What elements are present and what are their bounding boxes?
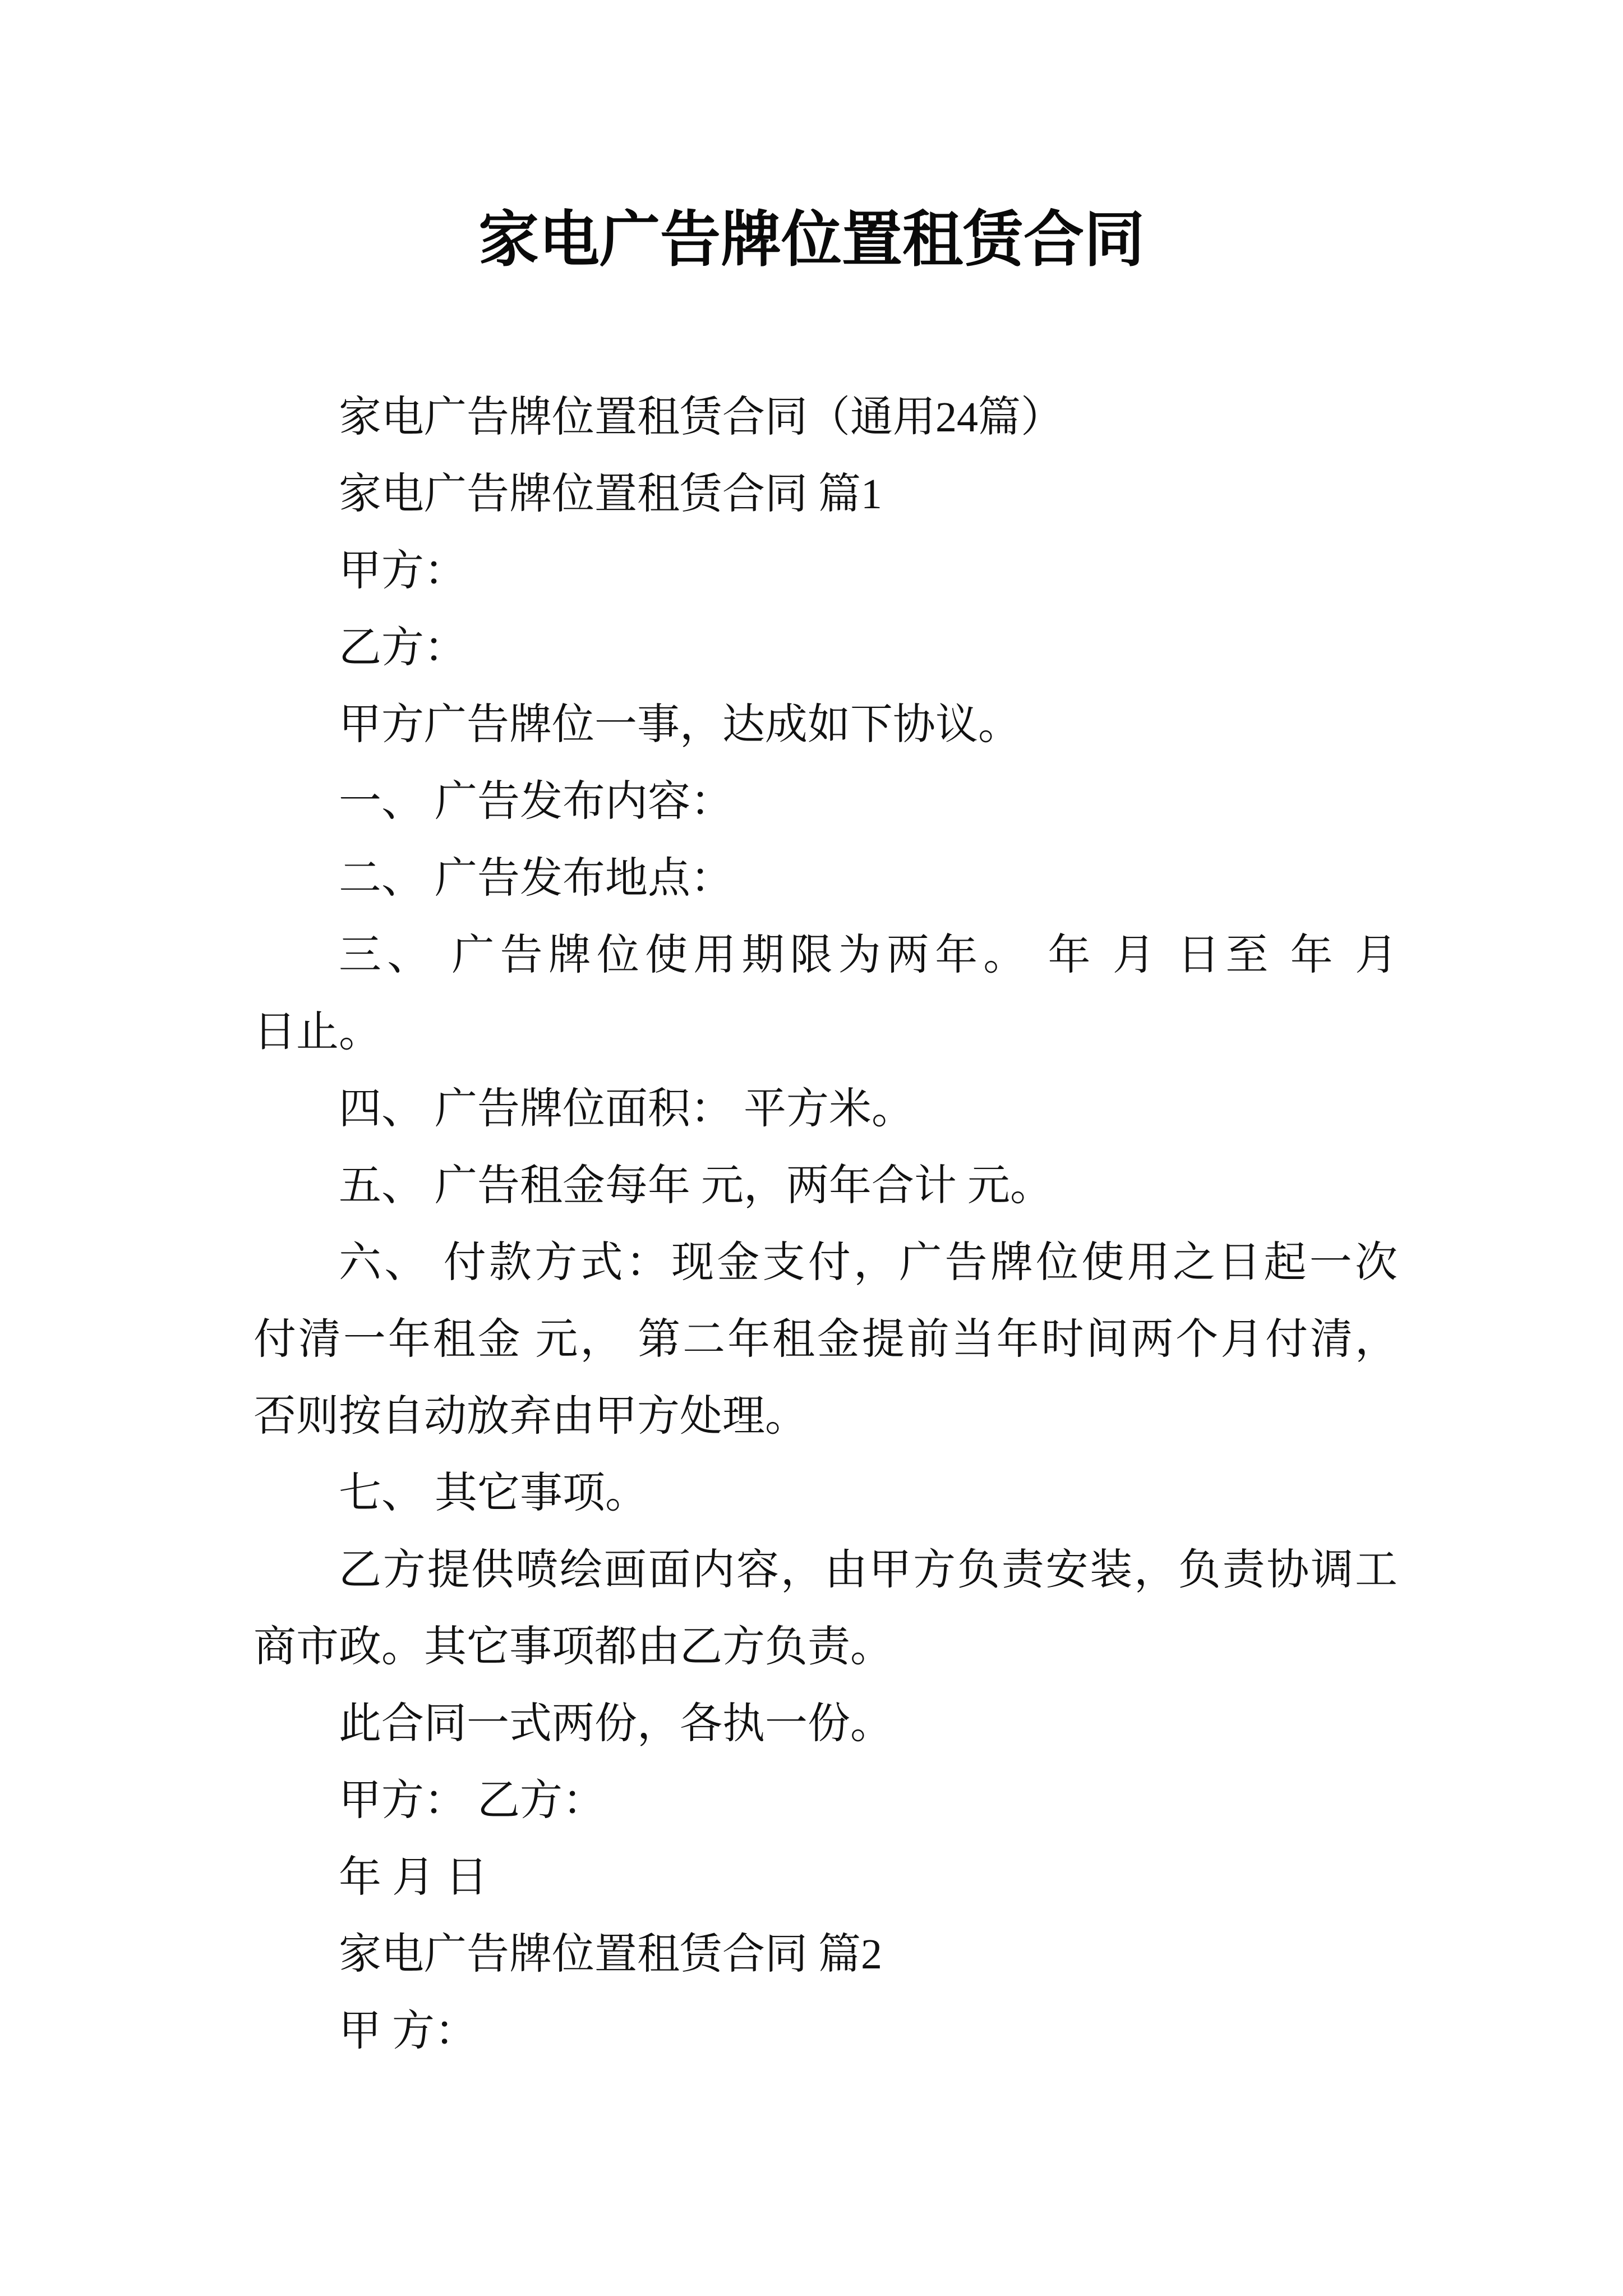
text-line: 甲方： 乙方： [339, 1777, 605, 1824]
text-line: 家电广告牌位置租赁合同 篇1 [339, 471, 882, 518]
party-a-label [253, 533, 1398, 610]
copies-statement [253, 1686, 1398, 1763]
clause-1-content [253, 763, 1398, 840]
clause-4-area [253, 1071, 1398, 1148]
section-heading-2 [253, 1916, 1398, 1993]
section-heading-1 [253, 456, 1398, 533]
text-line: 乙方： [339, 624, 467, 671]
text-line: 七、 其它事项。 [339, 1470, 648, 1517]
party-b-label [253, 610, 1398, 687]
text-line: 此合同一式两份，各执一份。 [339, 1700, 893, 1747]
collection-title [253, 379, 1398, 456]
signature-date [253, 1839, 1398, 1916]
clause-7-other-matters [253, 1455, 1398, 1532]
text-line: 四、 广告牌位面积： 平方米。 [339, 1085, 914, 1133]
other-matters-detail [253, 1532, 1398, 1686]
text-line: 一、 广告发布内容： [339, 778, 733, 825]
text-line: 日止。 [253, 1009, 381, 1056]
agreement-intro [253, 687, 1398, 763]
signature-parties [253, 1763, 1398, 1839]
text-line: 三、 广告牌位使用期限为两年。 年 月 日至 年 月 [339, 932, 1398, 979]
clause-6-payment [253, 1225, 1398, 1455]
text-line: 商市政。其它事项都由乙方负责。 [253, 1623, 893, 1671]
clause-2-location [253, 840, 1398, 917]
text-line: 甲方广告牌位一事，达成如下协议。 [339, 701, 1021, 748]
clause-5-rent [253, 1148, 1398, 1225]
text-line: 二、 广告发布地点： [339, 855, 733, 902]
text-line: 甲方： [339, 547, 467, 595]
document-body [253, 379, 1398, 2070]
text-line: 家电广告牌位置租赁合同 篇2 [339, 1931, 882, 1978]
text-line: 乙方提供喷绘画面内容，由甲方负责安装，负责协调工 [339, 1547, 1398, 1594]
clause-3-term [253, 917, 1398, 1071]
document-title: 家电广告牌位置租赁合同 [478, 207, 1145, 274]
text-line: 否则按自动放弃由甲方处理。 [253, 1393, 808, 1440]
text-line: 五、 广告租金每年 元，两年合计 元。 [339, 1162, 1053, 1209]
text-line: 付清一年租金 元， 第二年租金提前当年时间两个月付清， [253, 1316, 1398, 1363]
text-line: 甲 方： [339, 2008, 477, 2055]
text-line: 年 月 日 [339, 1854, 488, 1901]
text-line: 六、 付款方式：现金支付，广告牌位使用之日起一次 [339, 1239, 1398, 1286]
party-a-label-2 [253, 1993, 1398, 2070]
text-line: 家电广告牌位置租赁合同（通用24篇） [339, 394, 1063, 441]
